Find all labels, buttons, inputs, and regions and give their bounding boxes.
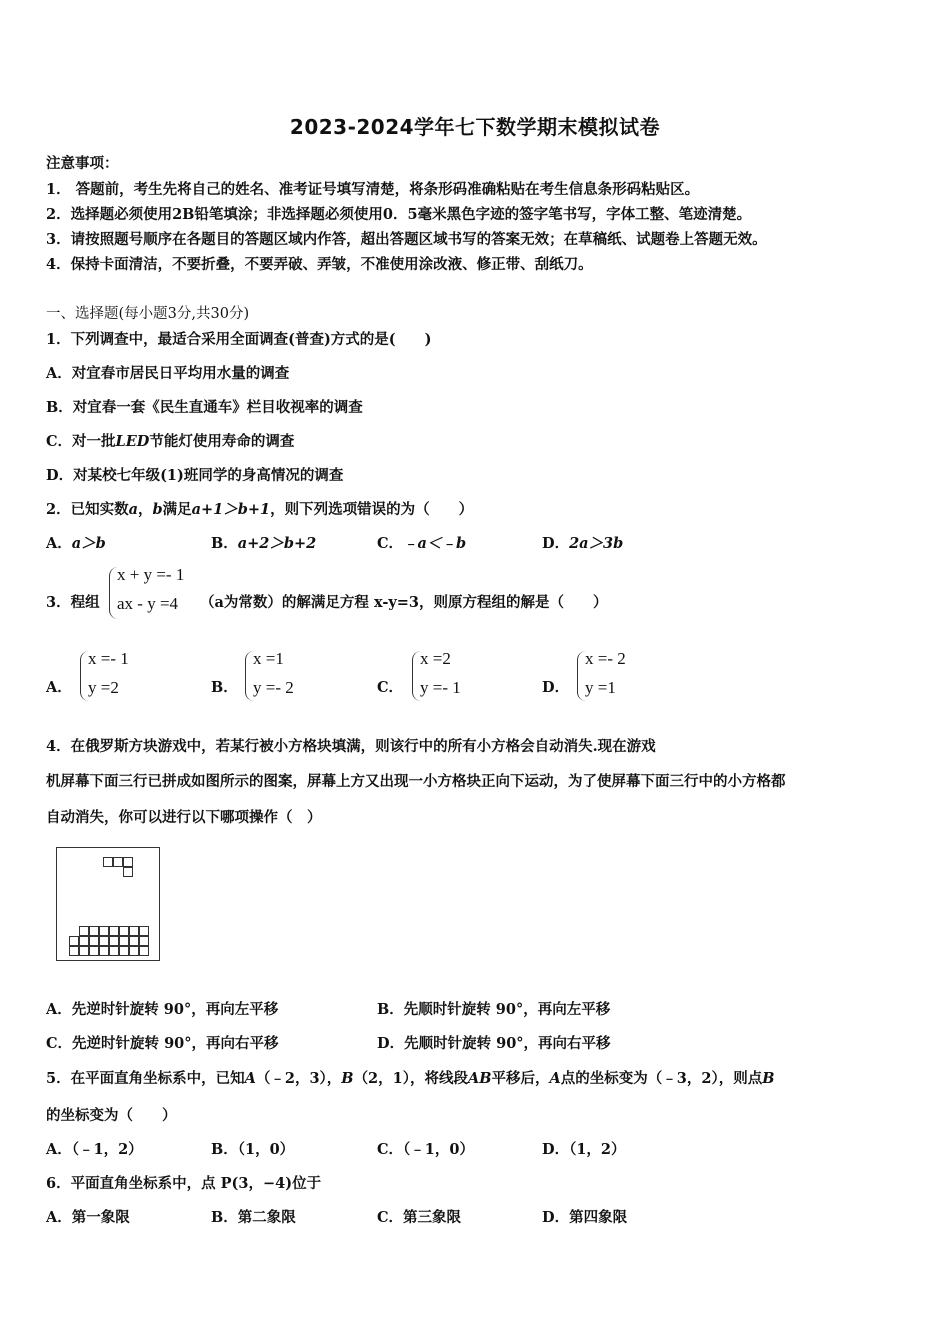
q4-option-a: A．先逆时针旋转 90°，再向左平移 [46,1001,279,1018]
tetris-figure [56,847,160,961]
q5-point-b2: B [762,1070,775,1087]
q6-stem: 6．平面直角坐标系中，点 P(3，−4)位于 [46,1175,322,1192]
filled-block [99,936,109,946]
q3-pre: 3．程组 [46,594,100,611]
filled-block [99,946,109,956]
q2-option-d-label: D． [542,535,570,552]
filled-block [119,946,129,956]
q6-option-a: A．第一象限 [46,1209,130,1226]
q3-option-d-line1: x =- 2 [585,649,626,668]
q6-option-c: C．第三象限 [377,1209,462,1226]
falling-block [103,857,113,867]
filled-block [139,926,149,936]
q4-line-3: 自动消失，你可以进行以下哪项操作（ ） [46,809,322,826]
q6-option-b: B．第二象限 [211,1209,296,1226]
q5-part-5: 点的坐标变为（﹣3，2），则点 [560,1070,763,1087]
q2-pre: 2．已知实数 [46,501,129,518]
q2-option-d-value: 2a＞3b [569,535,624,552]
filled-block [79,926,89,936]
q5-part-3: （2，1），将线段 [353,1070,468,1087]
q2-option-a-label: A． [46,535,72,552]
q2-option-b-label: B． [211,535,238,552]
filled-block [109,936,119,946]
filled-block [129,946,139,956]
q3-equation-1: x + y =- 1 [117,565,185,584]
filled-block [129,926,139,936]
q3-option-c-line2: y =- 1 [420,678,461,697]
q5-point-a: A [244,1070,256,1087]
q4-option-b: B．先顺时针旋转 90°，再向左平移 [377,1001,611,1018]
q2-option-b-value: a+2＞b+2 [237,535,317,552]
q3-option-b-label: B． [211,679,238,696]
q2-post: ，则下列选项错误的为（ ） [270,501,474,518]
q2-mid: 满足 [162,501,192,518]
q5-option-a: A．（﹣1，2） [46,1141,143,1158]
q5-option-b: B．（1，0） [211,1141,295,1158]
notice-heading: 注意事项： [46,155,119,172]
q3-option-d-line2: y =1 [585,678,616,697]
q5-part-1: 5．在平面直角坐标系中，已知 [46,1070,245,1087]
falling-block [123,857,133,867]
q3-post: （a为常数）的解满足方程 x-y=3，则原方程组的解是（ ） [200,594,608,611]
q4-option-d: D．先顺时针旋转 90°，再向右平移 [377,1035,611,1052]
q5-option-d: D．（1，2） [542,1141,626,1158]
q5-option-c: C．（﹣1，0） [377,1141,474,1158]
q2-option-a [46,532,106,553]
q4-line-1: 4．在俄罗斯方块游戏中，若某行被小方格块填满，则该行中的所有小方格会自动消失.现在游戏 [46,738,656,755]
q5-stem [46,1067,774,1088]
filled-block [79,936,89,946]
q3-option-b-line1: x =1 [253,649,284,668]
q3-option-c-label: C． [377,679,404,696]
q1-option-d: D．对某校七年级(1)班同学的身高情况的调查 [46,467,344,484]
q4-line-2: 机屏幕下面三行已拼成如图所示的图案，屏幕上方又出现一小方格块正向下运动，为了使屏幕下面三行中的小方格都 [46,773,786,790]
filled-block [109,946,119,956]
q2-condition: a+1＞b+1 [191,501,271,518]
q2-option-c-label: C． [377,535,404,552]
q3-equation-2: ax - y =4 [117,594,179,613]
q5-point-a2: A [549,1070,561,1087]
q1-option-c-pre: C．对一批 [46,433,116,450]
q5-point-b: B [341,1070,354,1087]
q2-stem [46,498,473,519]
q3-option-b-line2: y =- 2 [253,678,294,697]
q5-segment-ab: AB [468,1070,492,1087]
q2-var-a: a [128,501,138,518]
q1-option-c-led: LED [115,433,150,450]
notice-item-1: 1． 答题前，考生先将自己的姓名、准考证号填写清楚，将条形码准确粘贴在考生信息条形码粘贴区。 [46,181,700,198]
q1-option-c [46,430,294,451]
notice-item-2: 2．选择题必须使用2B铅笔填涂；非选择题必须使用0．5毫米黑色字迹的签字笔书写，字体工整、笔迹清楚。 [46,206,752,223]
q2-option-d [542,532,623,553]
filled-block [89,936,99,946]
page-title: 2023-2024学年七下数学期末模拟试卷 [289,115,661,139]
q4-option-c: C．先逆时针旋转 90°，再向右平移 [46,1035,279,1052]
q3-option-a-line1: x =- 1 [88,649,129,668]
falling-block [123,867,133,877]
filled-block [69,946,79,956]
filled-block [119,936,129,946]
filled-block [99,926,109,936]
q1-option-c-post: 节能灯使用寿命的调查 [149,433,295,450]
q2-comma: ， [138,501,153,518]
filled-block [119,926,129,936]
q5-part-2: （﹣2，3）， [255,1070,342,1087]
q5-part-4: 平移后， [491,1070,550,1087]
q2-var-b: b [152,501,163,518]
q1-option-a: A．对宜春市居民日平均用水量的调查 [46,365,290,382]
filled-block [109,926,119,936]
falling-block [113,857,123,867]
notice-item-4: 4．保持卡面清洁，不要折叠，不要弄破、弄皱，不准使用涂改液、修正带、刮纸刀。 [46,256,593,273]
filled-block [139,946,149,956]
q1-option-b: B．对宜春一套《民生直通车》栏目收视率的调查 [46,399,363,416]
filled-block [139,936,149,946]
notice-item-3: 3．请按照题号顺序在各题目的答题区域内作答，超出答题区域书写的答案无效；在草稿纸、试题卷上答题无效。 [46,231,767,248]
q2-option-c-value: ﹣a＜﹣b [403,535,467,552]
q2-option-a-value: a＞b [71,535,106,552]
q1-stem: 1．下列调查中，最适合采用全面调查(普查)方式的是( ) [46,331,432,348]
q3-option-a-label: A． [46,679,72,696]
q5-line-2: 的坐标变为（ ） [46,1107,177,1124]
q2-option-c [377,532,466,553]
q3-option-d-label: D． [542,679,570,696]
filled-block [89,926,99,936]
filled-block [89,946,99,956]
q6-option-d: D．第四象限 [542,1209,628,1226]
filled-block [79,946,89,956]
filled-block [69,936,79,946]
q3-option-c-line1: x =2 [420,649,451,668]
q2-option-b [211,532,316,553]
section-heading: 一、选择题(每小题3分,共30分) [46,306,250,322]
filled-block [129,936,139,946]
q3-option-a-line2: y =2 [88,678,119,697]
